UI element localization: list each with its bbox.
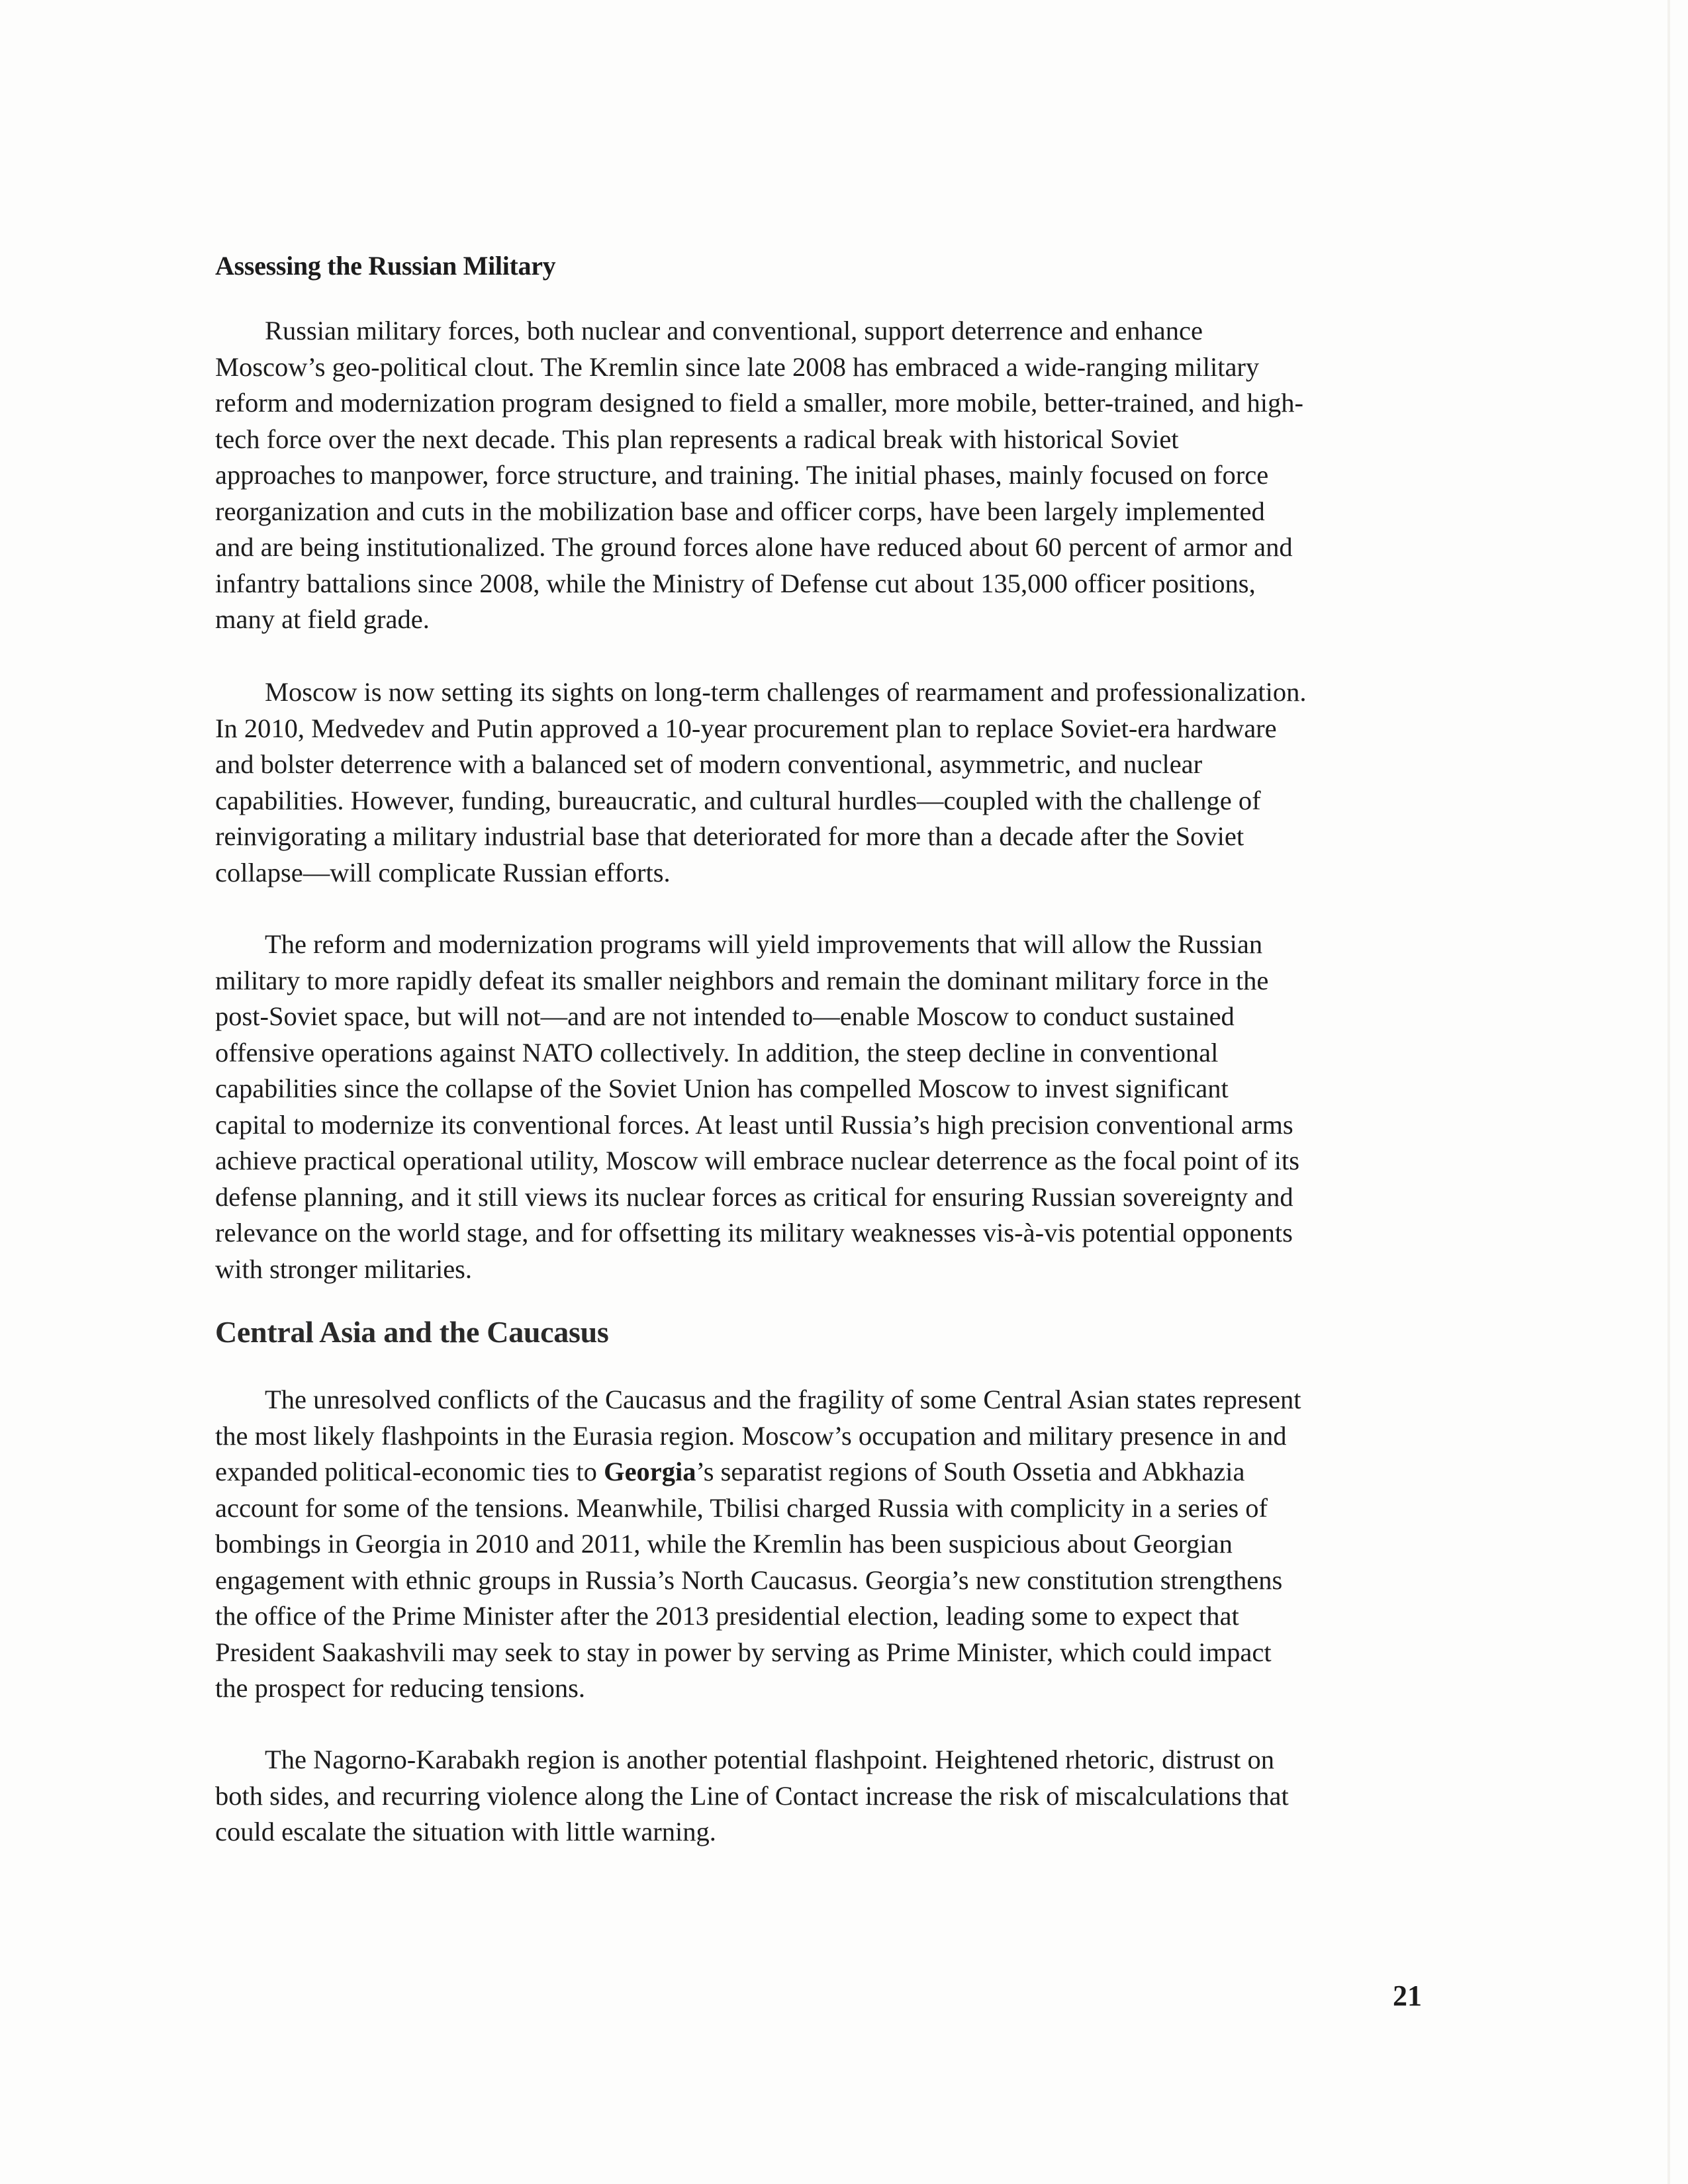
- bold-term-georgia: Georgia: [604, 1457, 696, 1486]
- text-line: In 2010, Medvedev and Putin approved a 10-year procurement plan to replace Soviet-era hardware: [215, 713, 1277, 743]
- text-line: capabilities since the collapse of the Soviet Union has compelled Moscow to invest significant: [215, 1073, 1229, 1103]
- text-line: could escalate the situation with little warning.: [215, 1817, 716, 1846]
- text-line: capabilities. However, funding, bureaucratic, and cultural hurdles—coupled with the challenge of: [215, 785, 1261, 815]
- text-line: and bolster deterrence with a balanced set of modern conventional, asymmetric, and nuclear: [215, 749, 1203, 779]
- text-line: engagement with ethnic groups in Russia’s North Caucasus. Georgia’s new constitution strengthens: [215, 1565, 1283, 1595]
- text-line: Moscow is now setting its sights on long-term challenges of rearmament and professionalization.: [265, 677, 1307, 707]
- text-line: and are being institutionalized. The ground forces alone have reduced about 60 percent of armor and: [215, 532, 1293, 562]
- text-line: with stronger militaries.: [215, 1253, 473, 1284]
- section-heading-central-asia-caucasus: Central Asia and the Caucasus: [215, 1315, 609, 1349]
- text-line: The reform and modernization programs will yield improvements that will allow the Russian: [265, 929, 1263, 959]
- text-line: collapse—will complicate Russian efforts.: [215, 857, 671, 887]
- text-line: both sides, and recurring violence along the Line of Contact increase the risk of miscalculations that: [215, 1780, 1289, 1811]
- page-number: 21: [1393, 1979, 1422, 2012]
- text-line: tech force over the next decade. This plan represents a radical break with historical Soviet: [215, 424, 1179, 454]
- text-line: capital to modernize its conventional forces. At least until Russia’s high precision conventional arms: [215, 1109, 1293, 1140]
- text-line: reinvigorating a military industrial base that deteriorated for more than a decade after the Soviet: [215, 821, 1244, 851]
- text-line: approaches to manpower, force structure, and training. The initial phases, mainly focused on force: [215, 460, 1269, 490]
- text-line: The Nagorno-Karabakh region is another potential flashpoint. Heightened rhetoric, distrust on: [265, 1745, 1275, 1774]
- text-line: military to more rapidly defeat its smaller neighbors and remain the dominant military force in the: [215, 965, 1269, 995]
- text-line: bombings in Georgia in 2010 and 2011, while the Kremlin has been suspicious about Georgian: [215, 1529, 1233, 1559]
- text-line: achieve practical operational utility, Moscow will embrace nuclear deterrence as the focal point of its: [215, 1146, 1300, 1175]
- paragraph-reform-modernization-programs: [215, 927, 1440, 1287]
- text-line: relevance on the world stage, and for offsetting its military weaknesses vis-à-vis potential opponents: [215, 1218, 1293, 1248]
- text-line: post-Soviet space, but will not—and are not intended to—enable Moscow to conduct sustained: [215, 1001, 1235, 1031]
- text-line: the office of the Prime Minister after the 2013 presidential election, leading some to expect that: [215, 1601, 1239, 1631]
- text-line: [215, 1454, 1440, 1490]
- text-line: account for some of the tensions. Meanwhile, Tbilisi charged Russia with complicity in a series of: [215, 1492, 1268, 1523]
- text-line: reorganization and cuts in the mobilization base and officer corps, have been largely implemented: [215, 496, 1265, 526]
- text-segment: expanded political-economic ties to: [215, 1457, 604, 1486]
- paragraph-unresolved-conflicts: [215, 1382, 1440, 1707]
- text-line: the most likely flashpoints in the Eurasia region. Moscow’s occupation and military presence in and: [215, 1420, 1287, 1451]
- scan-edge-line: [1667, 0, 1670, 2184]
- text-line: the prospect for reducing tensions.: [215, 1673, 585, 1703]
- text-line: Moscow’s geo-political clout. The Kremlin since late 2008 has embraced a wide-ranging military: [215, 351, 1260, 382]
- paragraph-nagorno-karabakh: [215, 1742, 1440, 1850]
- text-line: President Saakashvili may seek to stay in power by serving as Prime Minister, which could impact: [215, 1637, 1272, 1667]
- text-line: The unresolved conflicts of the Caucasus and the fragility of some Central Asian states represent: [265, 1385, 1301, 1414]
- paragraph-rearmament-professionalization: [215, 674, 1440, 891]
- text-line: defense planning, and it still views its nuclear forces as critical for ensuring Russian sovereignty and: [215, 1181, 1293, 1212]
- section-heading-assessing-russian-military: Assessing the Russian Military: [215, 251, 556, 281]
- text-line: infantry battalions since 2008, while the Ministry of Defense cut about 135,000 officer positions,: [215, 568, 1256, 598]
- text-line: Russian military forces, both nuclear and conventional, support deterrence and enhance: [265, 316, 1203, 345]
- text-line: many at field grade.: [215, 604, 430, 634]
- text-segment: ’s separatist regions of South Ossetia and Abkhazia: [696, 1457, 1245, 1486]
- paragraph-russian-military-forces: [215, 313, 1440, 638]
- text-line: offensive operations against NATO collectively. In addition, the steep decline in conventional: [215, 1037, 1219, 1068]
- text-line: reform and modernization program designed to field a smaller, more mobile, better-trained, and high-: [215, 388, 1304, 418]
